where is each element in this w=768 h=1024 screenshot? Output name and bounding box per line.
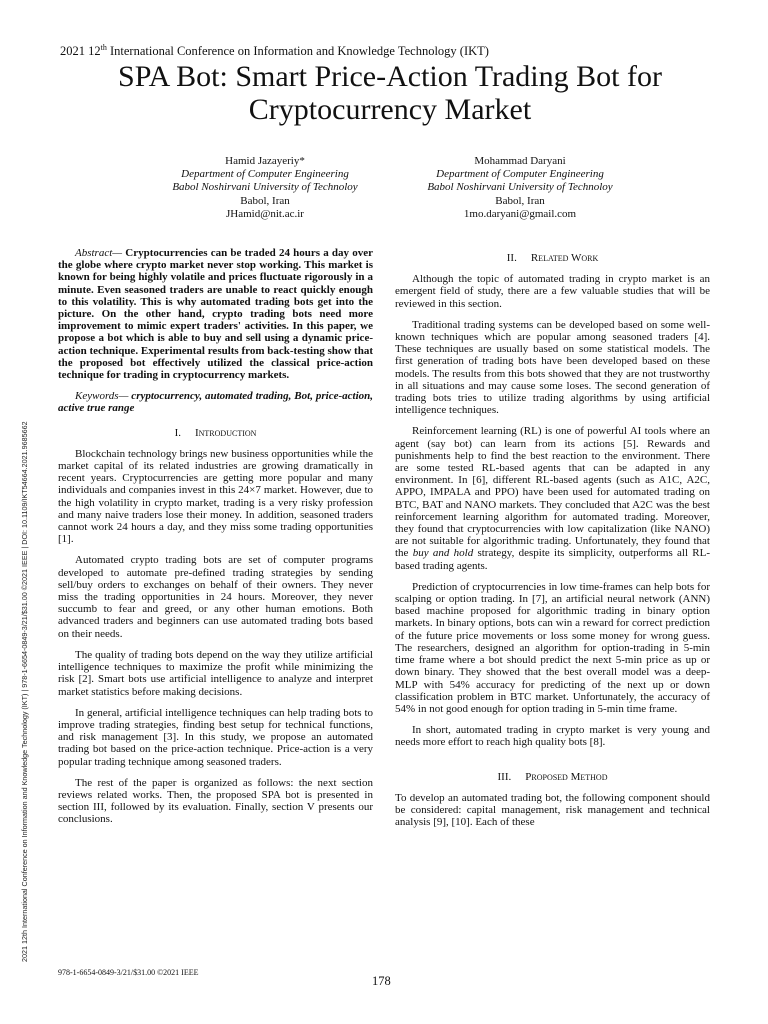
conf-suffix: International Conference on Information and Knowledge Technology (IKT) bbox=[106, 44, 489, 59]
author-name: Hamid Jazayeriy* bbox=[225, 155, 305, 167]
conf-prefix: 2021 12 bbox=[60, 44, 101, 59]
side-identifier-strip: 2021 12th International Conference on Information and Knowledge Technology (IKT) | 978-1-6654-0849-3/21/$31.00 ©2021 IEEE | DOI: 10.1109/IKT54664.2021.9685662 bbox=[20, 421, 29, 962]
footer-identifier: 978-1-6654-0849-3/21/$31.00 ©2021 IEEE bbox=[58, 968, 199, 977]
author-department: Department of Computer Engineering bbox=[181, 168, 349, 181]
section-number: II. bbox=[506, 252, 517, 264]
paragraph bbox=[395, 425, 710, 571]
paragraph: In general, artificial intelligence techniques can help trading bots to improve trading strategies, finding best setup for technical functions, and risk management [3]. In this study, we propose an automated trading bot based on the price-action technique. Price-action is a very popular trading technique among seasoned traders. bbox=[58, 706, 373, 768]
paragraph: Although the topic of automated trading in crypto market is an emergent field of study, there are a few valuable studies that will be reviewed in this section. bbox=[395, 273, 710, 310]
author-block-2 bbox=[385, 155, 655, 221]
paragraph: Blockchain technology brings new business opportunities while the market capital of its related industries are growing dramatically in recent years. Cryptocurrencies are getting more popular and many individuals and companies invest in this 24×7 market. However, due to the high volatility in crypto market, trading is a very risky profession and many naive traders lose their money. In addition, seasoned traders cannot work 24 hours a day, and they miss some trading opportunities [1]. bbox=[58, 447, 373, 546]
keywords-text: cryptocurrency, automated trading, Bot, price-action, active true range bbox=[58, 390, 373, 415]
text-run: strategy, despite its simplicity, outperforms all RL-based trading agents. bbox=[395, 547, 710, 572]
title-line-1: SPA Bot: Smart Price-Action Trading Bot for bbox=[118, 60, 662, 93]
section-title: Introduction bbox=[194, 426, 257, 439]
right-column bbox=[395, 250, 710, 837]
conference-header bbox=[60, 43, 489, 59]
paragraph: Automated crypto trading bots are set of computer programs developed to automate pre-defined trading strategies by sending sell/buy orders to exchanges on behalf of their owners. They never miss the trading opportunities in 24 hours. Moreover, they never succumb to fear and greed, or any other human emotions. Both advanced traders and beginners can use automated trading bots based on their needs. bbox=[58, 554, 373, 640]
keywords-label: Keywords— bbox=[75, 390, 129, 403]
author-email: JHamid@nit.ac.ir bbox=[226, 207, 304, 220]
page-number: 178 bbox=[372, 974, 391, 988]
keywords bbox=[58, 390, 373, 414]
author-department: Department of Computer Engineering bbox=[436, 168, 604, 181]
author-city: Babol, Iran bbox=[240, 194, 290, 207]
abstract bbox=[58, 247, 373, 381]
author-block-1 bbox=[130, 155, 400, 221]
section-title: Proposed Method bbox=[525, 770, 608, 783]
paragraph: The quality of trading bots depend on the way they utilize artificial intelligence techniques to maximize the profit while minimizing the risk [2]. Smart bots use artificial intelligence to analyze and interpret market statistics before making decisions. bbox=[58, 648, 373, 698]
paragraph: Prediction of cryptocurrencies in low time-frames can help bots for scalping or option trading. In [7], an artificial neural network (ANN) based machine proposed for algorithmic trading in binary option markets. In binary options, bots can win a reward for correct prediction of the future price movements or loss some money for wrong guess. The researchers, designed an algorithm for option-trading in 5-min time frame where a bot should predict the next 5-min price as up or down binary. They showed that the best overall model was a deep-MLP with 54% accuracy for predicting of the next up or down classification problem in BTC market. Unfortunately, the accuracy of 54% in not good enough for option trading in 5-min time frame. bbox=[395, 580, 710, 715]
author-email: 1mo.daryani@gmail.com bbox=[463, 207, 577, 220]
paragraph: In short, automated trading in crypto market is very young and needs more effort to reach high quality bots [8]. bbox=[395, 724, 710, 749]
section-heading-proposed-method bbox=[395, 771, 710, 783]
title-line-2: Cryptocurrency Market bbox=[248, 93, 532, 126]
section-number: I. bbox=[174, 426, 181, 439]
emphasis: buy and hold bbox=[412, 547, 474, 560]
text-run: Reinforcement learning (RL) is one of powerful AI tools where an agent (say bot) can learn from its actions [5]. Rewards and punishments help to find the best reaction to the environment. There are some tested RL-based agents that can be adapted in any environment. In [6], different RL-based agents (such as A1C, A2C, APPO, IMPALA and PPO) have been used for automated trading on BTC, BAT and NANO markets. They concluded that A2C was the best reinforcement learning algorithm for automated trading. Moreover, they found that cryptocurrencies with low capitalization (like NANO) are not suitable for algorithmic trading. Unfortunately, they found that the bbox=[395, 425, 710, 560]
conf-superscript: th bbox=[100, 43, 107, 52]
section-heading-introduction bbox=[58, 427, 373, 439]
paragraph: The rest of the paper is organized as follows: the next section reviews related works. Then, the proposed SPA bot is presented in section III, followed by its evaluation. Finally, section V presents our conclusions. bbox=[58, 776, 373, 826]
author-name: Mohammad Daryani bbox=[474, 155, 566, 167]
author-city: Babol, Iran bbox=[495, 194, 545, 207]
section-heading-related-work bbox=[395, 252, 710, 264]
section-title: Related Work bbox=[530, 252, 599, 264]
abstract-text: Cryptocurrencies can be traded 24 hours a day over the globe where crypto market never stop working. This market is known for being highly volatile and prices fluctuate rigorously in a minute. Even seasoned traders are unable to react quickly enough to this volatility. This is why automated trading bots get into the picture. On the other hand, crypto trading bots need more improvement to mimic expert traders' activities. In this paper, we propose a bot which is able to buy and sell using a dynamic price-action technique. Experimental results from back-testing show that the proposed bot effectively utilized the classical price-action technique for trading in cryptocurrency markets. bbox=[58, 247, 373, 382]
section-number: III. bbox=[497, 770, 512, 783]
author-university: Babol Noshirvani University of Technoloy bbox=[427, 181, 613, 194]
paragraph: To develop an automated trading bot, the following component should be considered: capital management, risk management and technical analysis [9], [10]. Each of these bbox=[395, 791, 710, 829]
left-column bbox=[58, 247, 373, 835]
paper-title bbox=[40, 60, 740, 126]
abstract-label: Abstract— bbox=[75, 247, 123, 259]
paragraph: Traditional trading systems can be developed based on some well-known techniques which are popular among seasoned traders [4]. These techniques are usually based on some statistical models. The first generation of trading bots have been developed based on these models. The results from this bots showed that they are not trustworthy in all situations and may cause some loses. The second generation of trading bots tries to utilize trading algorithms by using artificial intelligence techniques. bbox=[395, 318, 710, 417]
author-university: Babol Noshirvani University of Technoloy bbox=[172, 181, 358, 194]
